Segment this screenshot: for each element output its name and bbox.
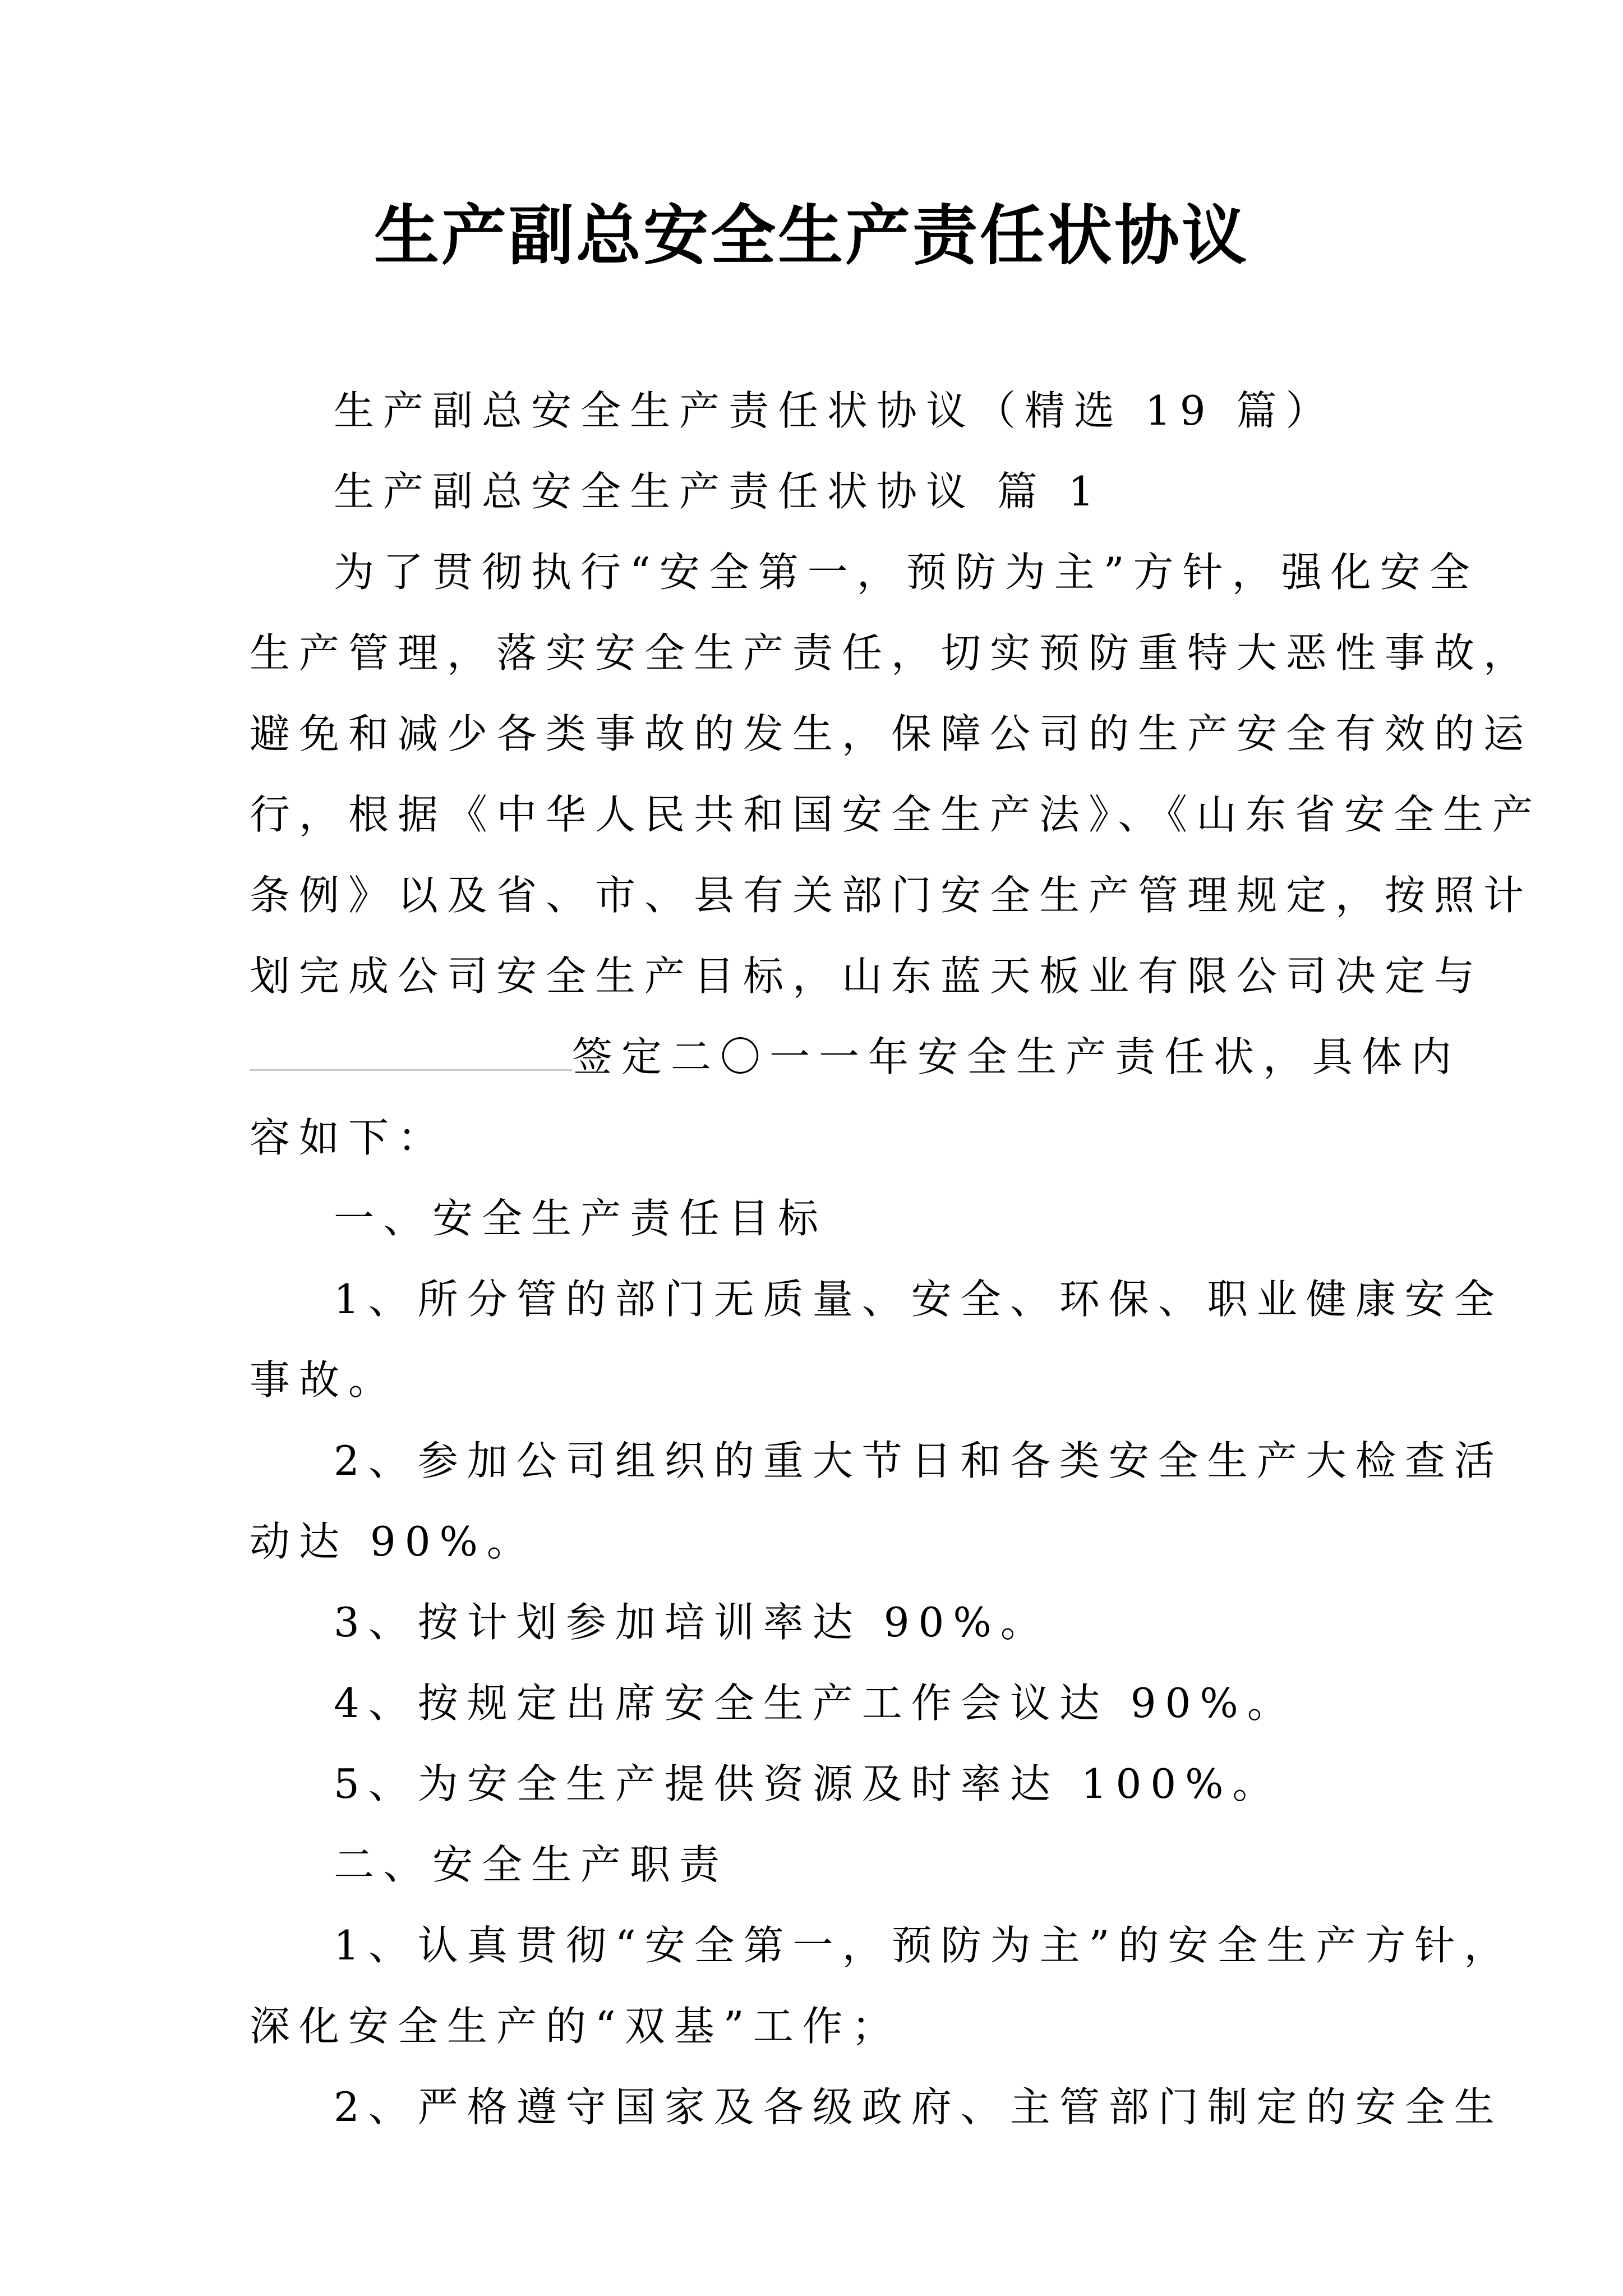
list-item: 2、参加公司组织的重大节日和各类安全生产大检查活: [334, 1437, 1504, 1484]
section-heading: 二、安全生产职责: [334, 1841, 729, 1888]
list-item: 1、认真贯彻“安全第一，预防为主”的安全生产方针，: [334, 1922, 1514, 1969]
section-heading: 一、安全生产责任目标: [334, 1195, 828, 1242]
paragraph-line: 避免和减少各类事故的发生，保障公司的生产安全有效的运: [250, 710, 1533, 757]
list-item-continuation: 动达 90%。: [250, 1518, 536, 1565]
list-item: 5、为安全生产提供资源及时率达 100%。: [334, 1760, 1282, 1807]
paragraph-line: 行，根据《中华人民共和国安全生产法》、《山东省安全生产: [250, 791, 1542, 838]
list-item-continuation: 深化安全生产的“双基”工作；: [250, 2003, 901, 2050]
paragraph-line-text: 签定二〇一一年安全生产责任状，具体内: [572, 1033, 1461, 1080]
list-item: 3、按计划参加培训率达 90%。: [334, 1599, 1050, 1646]
paragraph-line: 容如下：: [250, 1114, 448, 1161]
list-item-continuation: 事故。: [250, 1356, 398, 1404]
paragraph-line-with-blank: [250, 1016, 1461, 1097]
paragraph-line: 为了贯彻执行“安全第一，预防为主”方针，强化安全: [334, 549, 1479, 596]
paragraph-line: 条例》以及省、市、县有关部门安全生产管理规定，按照计: [250, 872, 1533, 919]
signatory-blank-line: [250, 1036, 572, 1071]
list-item: 1、所分管的部门无质量、安全、环保、职业健康安全: [334, 1276, 1504, 1323]
paragraph-line: 划完成公司安全生产目标，山东蓝天板业有限公司决定与: [250, 953, 1484, 1000]
list-item: 2、严格遵守国家及各级政府、主管部门制定的安全生: [334, 2083, 1504, 2131]
document-title: 生产副总安全生产责任状协议: [374, 197, 1249, 274]
document-body: [250, 370, 1542, 2147]
list-item: 4、按规定出席安全生产工作会议达 90%。: [334, 1680, 1297, 1727]
paragraph-line: 生产管理，落实安全生产责任，切实预防重特大恶性事故，: [250, 629, 1533, 677]
subtitle-line: 生产副总安全生产责任状协议（精选 19 篇）: [334, 387, 1335, 434]
section-heading: 生产副总安全生产责任状协议 篇 1: [334, 468, 1103, 515]
